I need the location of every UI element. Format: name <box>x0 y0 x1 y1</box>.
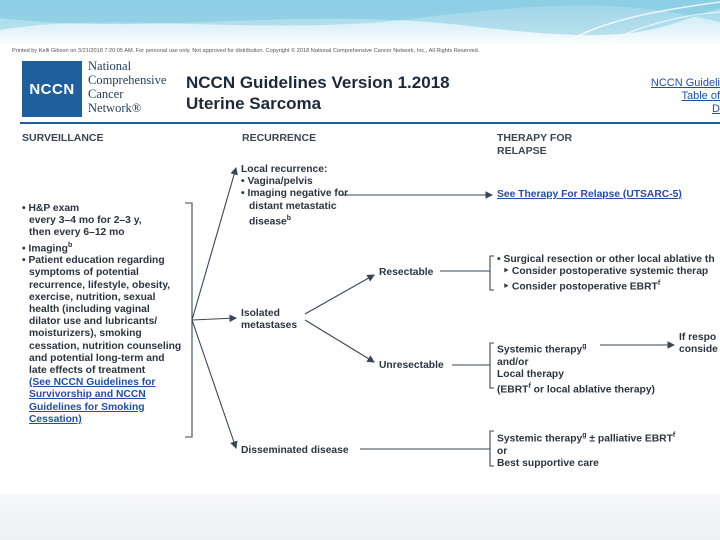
isolated-line: metastases <box>241 320 298 332</box>
surveillance-line: then every 6–12 mo <box>29 227 125 239</box>
therapy-for-relapse-link[interactable]: See Therapy For Relapse (UTSARC-5) <box>497 189 682 200</box>
unresectable-node: Unresectable <box>379 360 444 371</box>
therapy-line: or <box>497 445 508 457</box>
column-header-line: RELAPSE <box>497 145 547 157</box>
survivorship-guidelines-link[interactable]: Survivorship and NCCN <box>29 389 146 401</box>
footnote-marker: g <box>582 432 587 439</box>
logo-line: National <box>88 59 132 73</box>
therapy-text: Systemic therapy <box>497 433 583 445</box>
education-line: late effects of treatment <box>29 365 146 377</box>
recurrence-text: disease <box>249 216 287 228</box>
surveillance-line: every 3–4 mo for 2–3 y, <box>29 215 142 227</box>
therapy-line: • Surgical resection or other local ablative th <box>497 254 715 265</box>
therapy-line: and/or <box>497 356 529 368</box>
resectable-node: Resectable <box>379 267 434 278</box>
footnote-marker: b <box>67 241 73 249</box>
therapy-text: ± palliative EBRT <box>586 433 673 445</box>
education-line: recurrence, lifestyle, obesity, <box>29 279 171 291</box>
column-header-line: THERAPY FOR <box>497 132 573 144</box>
if-response-line: If respo <box>679 332 717 343</box>
education-line: and potential long-term and <box>29 352 165 364</box>
education-line: • Patient education regarding <box>22 255 165 267</box>
nccn-logo: NCCN <box>22 61 82 117</box>
logo-line: Network® <box>88 101 142 115</box>
smoking-cessation-guidelines-link[interactable]: Guidelines for Smoking <box>29 401 145 413</box>
education-line: moisturizers), smoking <box>29 328 142 340</box>
disseminated-disease-node: Disseminated disease <box>241 445 349 456</box>
if-response-line: conside <box>679 344 718 356</box>
print-notice: Printed by Kelli Gibson on 3/21/2018 7:20:05 AM. For personal use only. Not approved for distribution. Copyright © 2018 National Comprehensive Cancer Network, Inc., All Rights Reserved. <box>12 48 480 54</box>
column-header-surveillance: SURVEILLANCE <box>22 132 104 144</box>
education-line: dilator use and lubricants/ <box>29 316 158 328</box>
therapy-text: ‣ Consider postoperative EBRT <box>503 281 658 293</box>
discussion-link[interactable]: D <box>712 103 720 115</box>
footnote-marker: b <box>286 214 292 222</box>
education-line: cessation, nutrition counseling <box>29 340 182 352</box>
logo-line: Cancer <box>88 87 124 101</box>
isolated-line: Isolated <box>241 308 280 319</box>
footnote-marker: g <box>582 343 587 350</box>
surveillance-line: • H&P exam <box>22 203 80 214</box>
footnote-marker: f <box>672 432 676 439</box>
guidelines-index-link[interactable]: NCCN Guideli <box>650 77 720 89</box>
therapy-line: Local therapy <box>497 368 564 380</box>
education-line: exercise, nutrition, sexual <box>29 291 156 303</box>
recurrence-line: distant metastatic <box>249 200 337 212</box>
therapy-line: Best supportive care <box>497 457 599 469</box>
logo-line: Comprehensive <box>88 73 167 87</box>
therapy-text: (EBRT <box>497 384 529 396</box>
therapy-text: or local ablative therapy) <box>530 384 655 396</box>
recurrence-line: Local recurrence: <box>241 164 328 175</box>
imaging-text: • Imaging <box>22 243 68 255</box>
recurrence-line: • Vagina/pelvis <box>241 176 313 188</box>
education-line: health (including vaginal <box>29 304 150 316</box>
column-header-recurrence: RECURRENCE <box>242 132 317 144</box>
guideline-topic-title: Uterine Sarcoma <box>186 94 322 113</box>
smoking-cessation-guidelines-link[interactable]: Cessation) <box>29 413 82 425</box>
recurrence-line: • Imaging negative for <box>241 188 349 200</box>
footnote-marker: f <box>657 280 661 288</box>
therapy-line: ‣ Consider postoperative systemic therap <box>503 266 709 278</box>
education-line: symptoms of potential <box>29 267 139 279</box>
therapy-text: Systemic therapy <box>497 344 583 356</box>
guideline-version-title: NCCN Guidelines Version 1.2018 <box>186 73 450 92</box>
survivorship-guidelines-link[interactable]: (See NCCN Guidelines for <box>29 377 156 389</box>
footnote-marker: f <box>528 383 531 391</box>
table-of-contents-link[interactable]: Table of <box>681 90 720 102</box>
